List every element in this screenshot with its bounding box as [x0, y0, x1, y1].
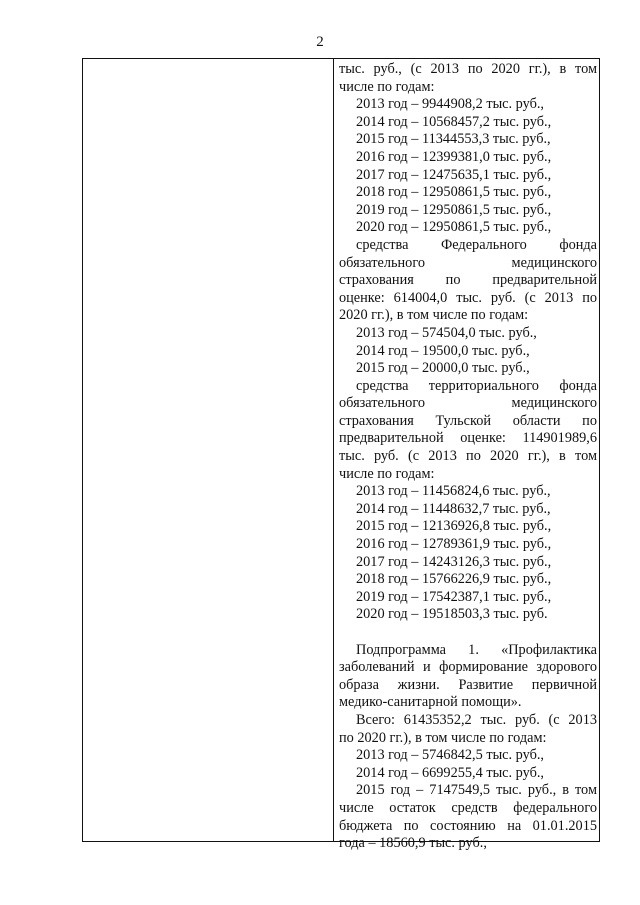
- table-left-cell: [83, 59, 333, 841]
- text-line: 2017 год – 12475635,1 тыс. руб.,: [356, 166, 552, 183]
- text-line: Всего: 61435352,2 тыс. руб. (с 2013: [356, 711, 597, 728]
- text-line: 2014 год – 6699255,4 тыс. руб.,: [356, 764, 545, 781]
- text-line: числе по годам:: [339, 465, 435, 482]
- text-line: года – 18560,9 тыс. руб.,: [339, 835, 487, 852]
- text-line: бюджета по состоянию на 01.01.2015: [339, 817, 597, 834]
- page-number: 2: [316, 34, 324, 50]
- text-line: 2014 год – 11448632,7 тыс. руб.,: [356, 500, 551, 517]
- text-line: 2020 гг.), в том числе по годам:: [339, 307, 529, 324]
- text-line: 2018 год – 12950861,5 тыс. руб.,: [356, 184, 552, 201]
- text-line: 2015 год – 11344553,3 тыс. руб.,: [356, 131, 551, 148]
- text-line: тыс. руб., (с 2013 по 2020 гг.), в том: [339, 61, 597, 77]
- text-line: 2019 год – 12950861,5 тыс. руб.,: [356, 201, 552, 218]
- text-line: 2016 год – 12789361,9 тыс. руб.,: [356, 536, 552, 553]
- text-line: 2016 год – 12399381,0 тыс. руб.,: [356, 148, 552, 165]
- text-line: 2013 год – 9944908,2 тыс. руб.,: [356, 96, 545, 113]
- table-right-cell: [339, 61, 597, 853]
- text-line: медико-санитарной помощи».: [339, 694, 522, 711]
- text-line: 2015 год – 7147549,5 тыс. руб., в том: [356, 782, 597, 799]
- text-line: числе по годам:: [339, 78, 435, 95]
- text-line: 2019 год – 17542387,1 тыс. руб.,: [356, 588, 552, 605]
- text-line: страхования по предварительной: [339, 272, 597, 289]
- text-line: 2013 год – 574504,0 тыс. руб.,: [356, 324, 537, 341]
- text-line: 2013 год – 11456824,6 тыс. руб.,: [356, 483, 551, 500]
- text-line: Подпрограмма 1. «Профилактика: [356, 641, 597, 658]
- column-divider: [333, 59, 334, 841]
- text-line: тыс. руб. (с 2013 по 2020 гг.), в том: [339, 448, 597, 465]
- text-line: 2020 год – 19518503,3 тыс. руб.: [356, 606, 548, 623]
- text-line: 2013 год – 5746842,5 тыс. руб.,: [356, 747, 545, 764]
- text-line: 2014 год – 19500,0 тыс. руб.,: [356, 342, 530, 359]
- text-line: заболеваний и формирование здорового: [339, 659, 597, 676]
- text-line: оценке: 614004,0 тыс. руб. (с 2013 по: [339, 289, 597, 306]
- text-line: предварительной оценке: 114901989,6: [339, 430, 597, 447]
- text-line: страхования Тульской области по: [339, 412, 597, 429]
- text-line: образа жизни. Развитие первичной: [339, 676, 597, 693]
- text-line: 2017 год – 14243126,3 тыс. руб.,: [356, 553, 552, 570]
- text-line: 2020 год – 12950861,5 тыс. руб.,: [356, 219, 552, 236]
- text-line: по 2020 гг.), в том числе по годам:: [339, 729, 547, 746]
- text-line: 2015 год – 20000,0 тыс. руб.,: [356, 360, 530, 377]
- text-line: обязательного медицинского: [339, 254, 597, 271]
- text-line: 2015 год – 12136926,8 тыс. руб.,: [356, 518, 552, 535]
- text-line: 2018 год – 15766226,9 тыс. руб.,: [356, 571, 552, 588]
- text-line: средства Федерального фонда: [356, 236, 597, 253]
- document-table: [82, 58, 600, 852]
- blank-line: [339, 624, 597, 642]
- text-line: средства территориального фонда: [356, 377, 597, 394]
- text-line: обязательного медицинского: [339, 395, 597, 412]
- text-line: 2014 год – 10568457,2 тыс. руб.,: [356, 113, 552, 130]
- text-line: числе остаток средств федерального: [339, 799, 597, 816]
